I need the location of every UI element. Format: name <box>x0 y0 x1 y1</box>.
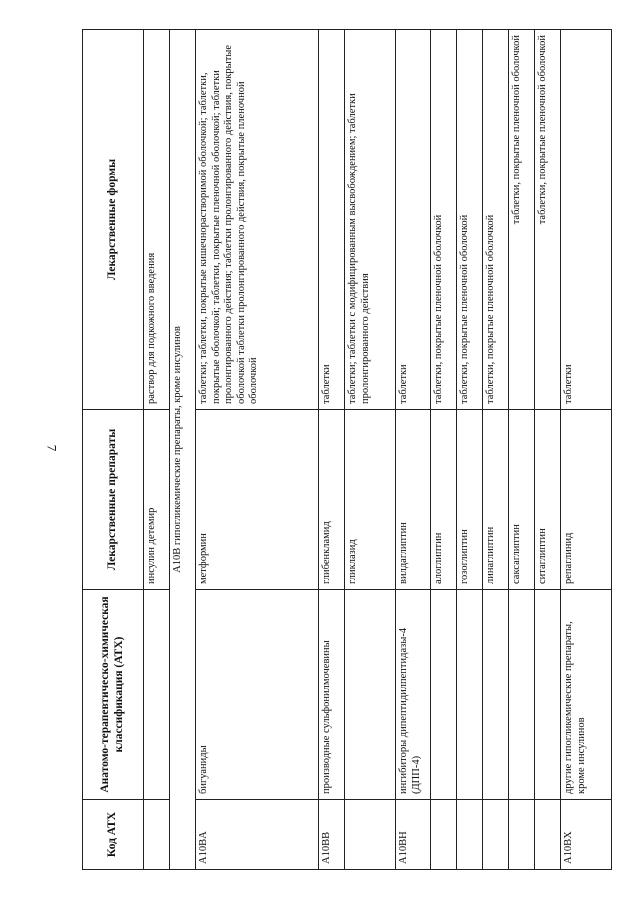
cell-drug: ситаглиптин <box>535 410 561 590</box>
cell-code: A10BX <box>561 800 612 870</box>
table-row <box>345 30 396 870</box>
cell-form: таблетки, покрытые пленочной оболочкой <box>457 30 483 410</box>
table-row <box>319 30 345 870</box>
cell-drug: саксаглиптин <box>509 410 535 590</box>
cell-drug: линаглиптин <box>483 410 509 590</box>
cell-class: ингибиторы дипептидилпептидазы-4 (ДПП-4) <box>396 590 431 800</box>
table-row <box>196 30 319 870</box>
cell-class <box>144 590 170 800</box>
atc-table <box>82 29 612 870</box>
cell-code: A10BB <box>319 800 345 870</box>
cell-drug: глибенкламид <box>319 410 345 590</box>
table-header-row <box>83 30 144 870</box>
cell-class: производные сульфонилмочевины <box>319 590 345 800</box>
cell-form: таблетки; таблетки с модифицированным высвобождением; таблетки пролонгированного действия <box>345 30 396 410</box>
cell-drug: репаглинид <box>561 410 612 590</box>
cell-class <box>431 590 457 800</box>
header-code: Код АТХ <box>83 800 144 870</box>
cell-class <box>345 590 396 800</box>
table-row <box>431 30 457 870</box>
header-classification: Анатомо-терапевтическо-химическая классификация (АТХ) <box>83 590 144 800</box>
cell-code <box>144 800 170 870</box>
table-row <box>396 30 431 870</box>
page-number: 7 <box>44 444 60 452</box>
cell-form: таблетки, покрытые пленочной оболочкой <box>509 30 535 410</box>
cell-code <box>345 800 396 870</box>
cell-form: таблетки <box>396 30 431 410</box>
cell-form: таблетки <box>561 30 612 410</box>
cell-class <box>483 590 509 800</box>
cell-class: бигуаниды <box>196 590 319 800</box>
header-drugs: Лекарственные препараты <box>83 410 144 590</box>
header-forms: Лекарственные формы <box>83 30 144 410</box>
cell-code: A10BA <box>196 800 319 870</box>
cell-form: таблетки, покрытые пленочной оболочкой <box>483 30 509 410</box>
cell-code <box>457 800 483 870</box>
section-row <box>170 30 196 870</box>
cell-drug: гликлазид <box>345 410 396 590</box>
cell-class <box>535 590 561 800</box>
cell-drug: алоглиптин <box>431 410 457 590</box>
rotated-table-container <box>82 30 612 870</box>
table-row <box>561 30 612 870</box>
cell-form: таблетки, покрытые пленочной оболочкой <box>535 30 561 410</box>
cell-code <box>509 800 535 870</box>
section-title: A10B гипогликемические препараты, кроме инсулинов <box>170 30 196 870</box>
cell-code <box>483 800 509 870</box>
cell-drug: инсулин детемир <box>144 410 170 590</box>
table-row <box>457 30 483 870</box>
cell-class: другие гипогликемические препараты, кроме инсулинов <box>561 590 612 800</box>
cell-form: таблетки, покрытые пленочной оболочкой <box>431 30 457 410</box>
table-row <box>535 30 561 870</box>
cell-form: таблетки; таблетки, покрытые кишечнорастворимой оболочкой; таблетки, покрытые оболочкой; таблетки, покрытые пленочной оболочкой; таблетки пролонгированного действия; таблетки пролонгированного действия, покрытые оболочкой таблетки пролонгированного действия, покрытые пленочной оболочкой <box>196 30 319 410</box>
cell-form: раствор для подкожного введения <box>144 30 170 410</box>
cell-code: A10BH <box>396 800 431 870</box>
table-row <box>509 30 535 870</box>
cell-class <box>509 590 535 800</box>
cell-code <box>431 800 457 870</box>
table-row <box>144 30 170 870</box>
cell-form: таблетки <box>319 30 345 410</box>
table-row <box>483 30 509 870</box>
cell-drug: гозоглиптин <box>457 410 483 590</box>
cell-drug: метформин <box>196 410 319 590</box>
cell-drug: вилдаглиптин <box>396 410 431 590</box>
cell-class <box>457 590 483 800</box>
cell-code <box>535 800 561 870</box>
